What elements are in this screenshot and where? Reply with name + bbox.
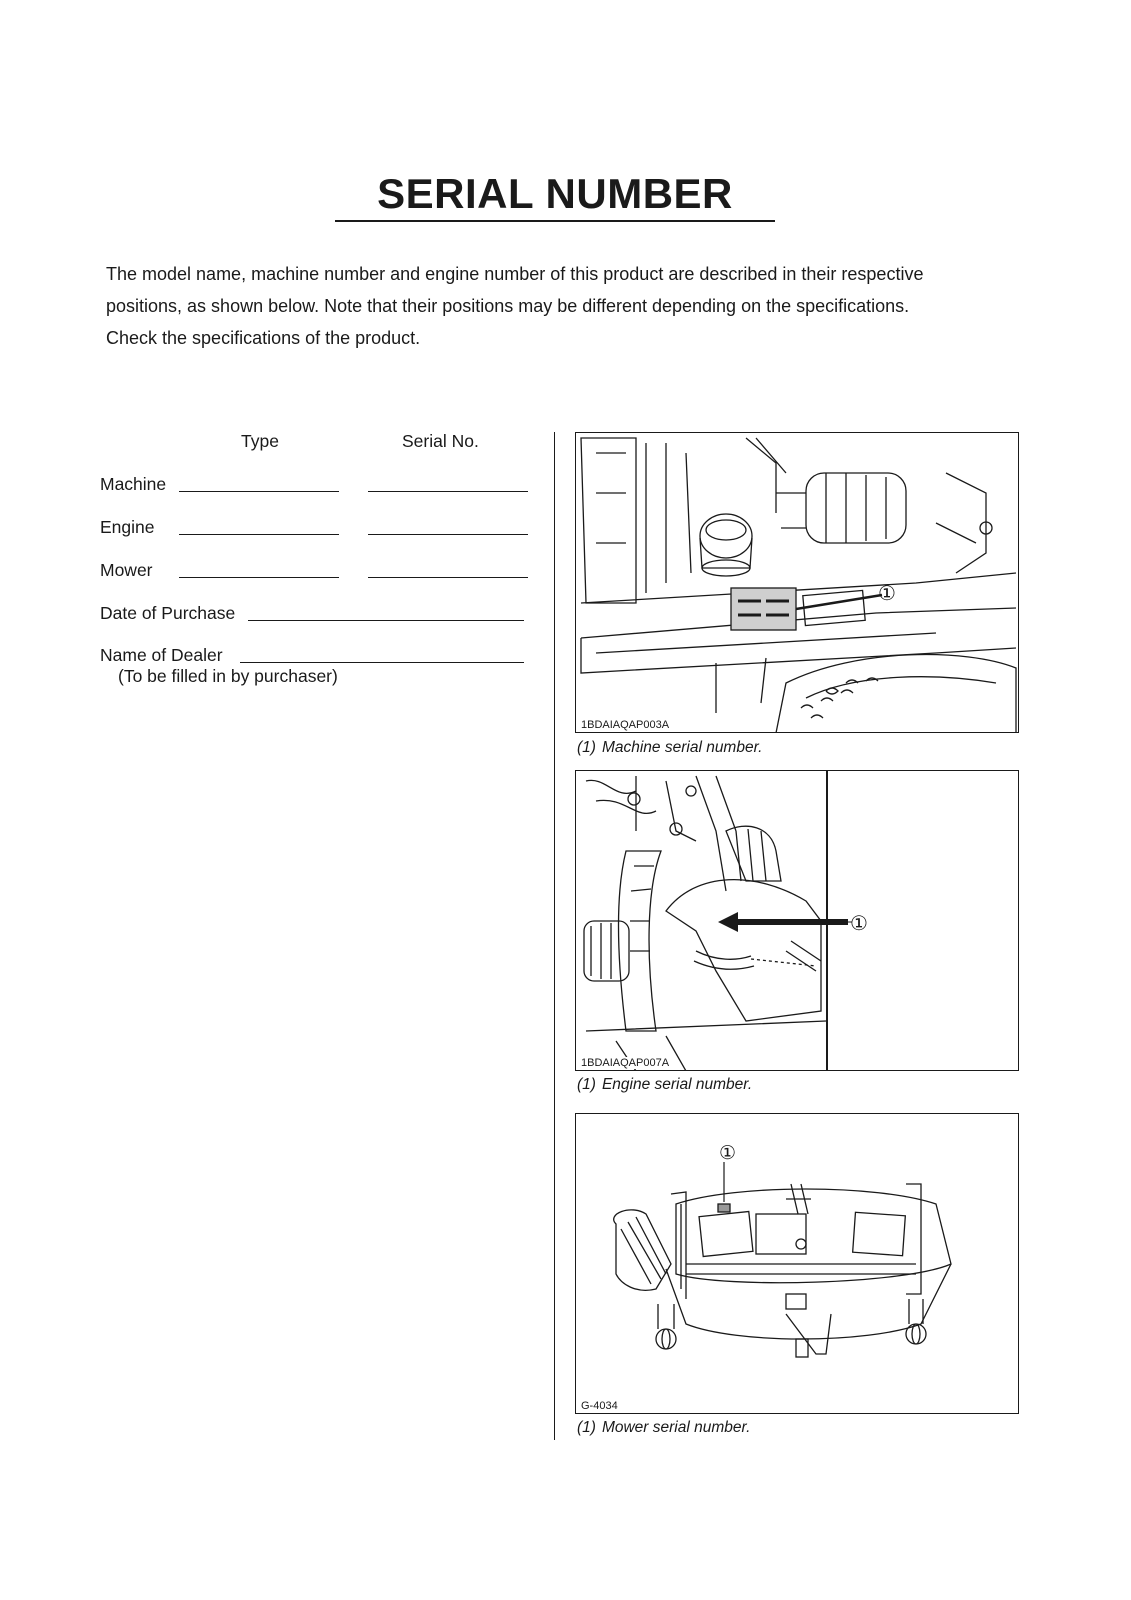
mower-serial-figure [575,1113,1019,1414]
engine-type-field[interactable] [179,534,339,535]
caption-number: (1) [577,1419,596,1436]
engine-figure-caption [577,1076,752,1094]
page-title: SERIAL NUMBER [377,170,733,217]
callout-number: ① [878,583,896,605]
mower-label: Mower [100,560,153,580]
figure-code: 1BDAIAQAP007A [581,1057,670,1069]
caption-text: Engine serial number. [601,1076,753,1093]
caption-number: (1) [577,739,596,756]
intro-line: Check the specifications of the product. [106,328,421,348]
title-underline [335,220,775,222]
date-of-purchase-field[interactable] [248,620,524,621]
callout-number: ① [719,1143,737,1164]
caption-number: (1) [577,1076,596,1093]
caption-text: Machine serial number. [601,739,763,756]
arrow-icon [576,771,1019,1071]
type-column-header: Type [241,431,279,451]
engine-label: Engine [100,517,155,537]
engine-serial-figure [575,770,1019,1071]
name-of-dealer-label: Name of Dealer [100,645,223,665]
intro-paragraph [106,258,1036,354]
figure-code: 1BDAIAQAP003A [581,719,670,731]
machine-serial-field[interactable] [368,491,528,492]
intro-line: The model name, machine number and engine number of this product are described in their respective [106,264,924,284]
figure-code: G-4034 [581,1400,618,1412]
mower-figure-caption [577,1419,750,1437]
serial-column-header: Serial No. [402,431,479,451]
mower-serial-field[interactable] [368,577,528,578]
mower-type-field[interactable] [179,577,339,578]
machine-figure-caption [577,739,762,757]
name-of-dealer-field[interactable] [240,662,524,663]
machine-illustration [576,433,1019,733]
machine-serial-figure [575,432,1019,733]
machine-label: Machine [100,474,167,494]
mower-illustration [576,1114,1019,1414]
machine-type-field[interactable] [179,491,339,492]
engine-serial-field[interactable] [368,534,528,535]
column-divider [554,432,555,1440]
callout-number: ① [850,913,868,935]
caption-text: Mower serial number. [601,1419,751,1436]
date-of-purchase-label: Date of Purchase [100,603,236,623]
intro-line: positions, as shown below. Note that their positions may be different depending on the specifications. [106,296,910,316]
purchaser-note: (To be filled in by purchaser) [118,666,338,686]
